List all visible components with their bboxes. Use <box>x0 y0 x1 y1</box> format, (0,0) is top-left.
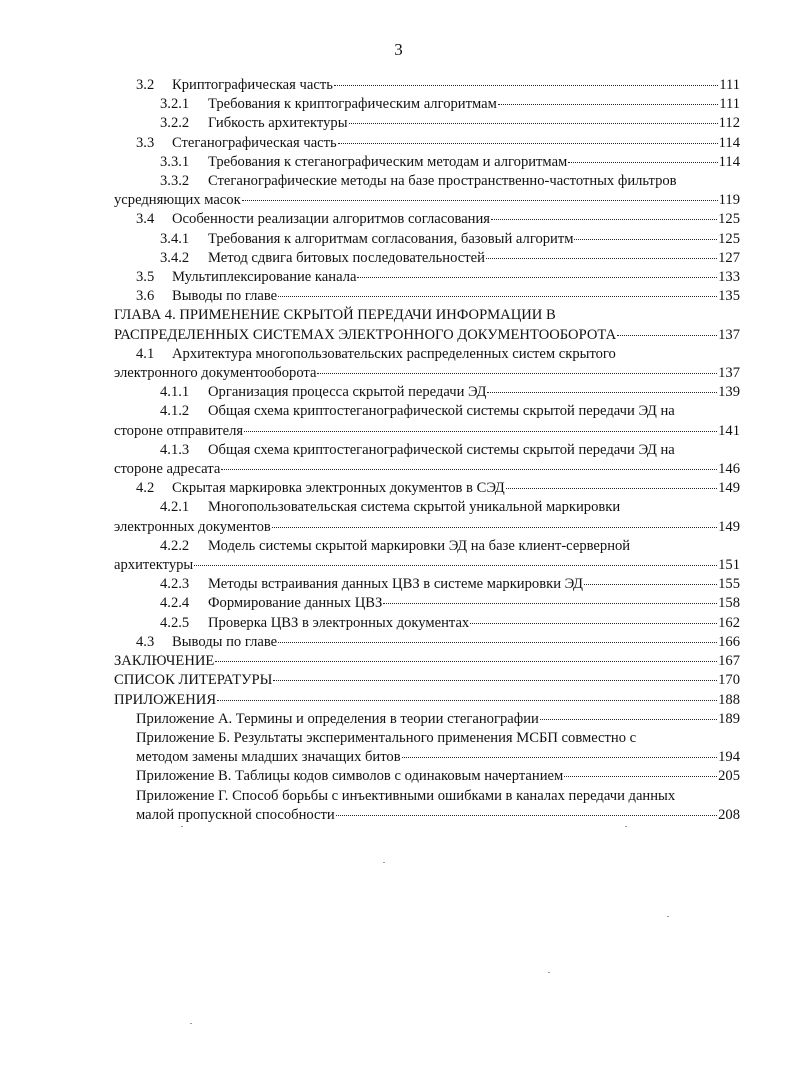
toc-entry-number: 4.2.2 <box>160 537 190 554</box>
toc-entry-page: 151 <box>718 557 740 574</box>
dot-leader <box>487 392 717 393</box>
toc-entry-title: Криптографическая часть <box>172 77 333 93</box>
toc-entry-title: Приложение В. Таблицы кодов символов с одинаковым начертанием <box>136 768 564 785</box>
toc-entry[interactable] <box>114 671 740 690</box>
toc-entry-number: 4.1.3 <box>160 441 190 458</box>
toc-entry[interactable] <box>114 230 740 249</box>
toc-entry-page: 158 <box>718 595 740 612</box>
toc-entry[interactable] <box>114 306 740 344</box>
toc-entry-page: 133 <box>718 269 740 286</box>
scan-speck <box>667 916 669 917</box>
toc-entry-number: 3.5 <box>136 269 155 286</box>
toc-entry-title-continued: методом замены младших значащих битов <box>136 749 401 766</box>
toc-entry-page: 149 <box>718 518 740 535</box>
toc-entry-title: Приложение А. Термины и определения в теории стеганографии <box>136 710 539 727</box>
toc-entry-number: 3.4.2 <box>160 249 190 266</box>
toc-entry[interactable] <box>114 153 740 172</box>
toc-entry[interactable] <box>114 383 740 402</box>
toc-entry-page: 137 <box>718 326 740 343</box>
dot-leader <box>584 584 717 585</box>
toc-entry[interactable] <box>114 729 740 767</box>
scan-speck <box>181 826 183 827</box>
toc-entry-title: ЗАКЛЮЧЕНИЕ <box>114 653 215 670</box>
toc-entry-title: Проверка ЦВЗ в электронных документах <box>208 614 470 631</box>
toc-entry-number: 4.2.4 <box>160 595 190 612</box>
dot-leader <box>486 258 717 259</box>
toc-entry[interactable] <box>114 441 740 479</box>
toc-entry-number: 4.1.2 <box>160 403 190 420</box>
dot-leader <box>194 565 717 566</box>
toc-entry-page: 111 <box>719 77 740 93</box>
toc-entry-title-continued: стороне адресата <box>114 461 221 478</box>
toc-entry-title: Особенности реализации алгоритмов согласования <box>172 211 491 228</box>
toc-entry-page: 166 <box>718 633 740 650</box>
toc-entry-page: 127 <box>718 249 740 266</box>
dot-leader <box>338 143 718 144</box>
dot-leader <box>506 488 717 489</box>
dot-leader <box>334 85 718 86</box>
dot-leader <box>244 431 717 432</box>
dot-leader <box>470 623 717 624</box>
toc-entry-title: Организация процесса скрытой передачи ЭД <box>208 384 487 401</box>
toc-entry-page: 114 <box>718 153 740 170</box>
toc-entry-number: 3.2 <box>136 77 155 93</box>
toc-entry-number: 4.3 <box>136 633 155 650</box>
toc-entry-page: 137 <box>718 365 740 382</box>
toc-entry-title: Модель системы скрытой маркировки ЭД на базе клиент-серверной <box>208 537 631 554</box>
toc-entry-number: 3.3.2 <box>160 173 190 190</box>
toc-entry-number: 3.3 <box>136 134 155 151</box>
dot-leader <box>574 239 717 240</box>
toc-entry-title: Стеганографические методы на базе пространственно-частотных фильтров <box>208 173 677 190</box>
toc-entry-title: Стеганографическая часть <box>172 134 337 151</box>
toc-entry-title: СПИСОК ЛИТЕРАТУРЫ <box>114 672 273 689</box>
toc-entry[interactable] <box>114 594 740 613</box>
toc-entry-title-continued: электронного документооборота <box>114 365 317 382</box>
toc-entry-page: 114 <box>718 134 740 151</box>
toc-entry-title: Архитектура многопользовательских распределенных систем скрытого <box>172 345 616 362</box>
dot-leader <box>278 296 717 297</box>
scan-speck <box>548 972 550 973</box>
dot-leader <box>568 162 717 163</box>
toc-entry-title: Формирование данных ЦВЗ <box>208 595 383 612</box>
scan-speck <box>383 862 385 863</box>
dot-leader <box>349 123 718 124</box>
toc-entry[interactable] <box>114 76 740 95</box>
toc-entry-title-continued: малой пропускной способности <box>136 806 335 823</box>
toc-entry-page: 205 <box>718 768 740 785</box>
toc-entry-title: Общая схема криптостеганографической системы скрытой передачи ЭД на <box>208 403 675 420</box>
dot-leader <box>617 335 717 336</box>
toc-entry-title: Общая схема криптостеганографической системы скрытой передачи ЭД на <box>208 441 675 458</box>
toc-entry[interactable] <box>114 345 740 383</box>
toc-entry[interactable] <box>114 498 740 536</box>
toc-entry-page: 141 <box>718 422 740 439</box>
toc-entry-number: 4.2.3 <box>160 576 190 593</box>
toc-entry[interactable] <box>114 614 740 633</box>
toc-entry-title-continued: РАСПРЕДЕЛЕННЫХ СИСТЕМАХ ЭЛЕКТРОННОГО ДОКУМЕНТООБОРОТА <box>114 326 617 343</box>
toc-entry[interactable] <box>114 402 740 440</box>
toc-entry-title: Требования к алгоритмам согласования, базовый алгоритм <box>208 230 574 247</box>
toc-entry-title: Требования к стеганографическим методам и алгоритмам <box>208 153 568 170</box>
toc-entry-number: 4.2.1 <box>160 499 190 516</box>
dot-leader <box>215 661 717 662</box>
toc-entry-page: 111 <box>719 96 740 113</box>
scan-speck <box>190 1023 192 1024</box>
toc-entry[interactable] <box>114 575 740 594</box>
toc-entry[interactable] <box>114 537 740 575</box>
dot-leader <box>540 719 717 720</box>
toc-entry-page: 194 <box>718 749 740 766</box>
toc-entry[interactable] <box>114 691 740 710</box>
toc-entry-number: 3.3.1 <box>160 153 190 170</box>
toc-entry-page: 125 <box>718 230 740 247</box>
toc-entry-page: 146 <box>718 461 740 478</box>
table-of-contents <box>114 76 740 825</box>
toc-entry-number: 4.2.5 <box>160 614 190 631</box>
toc-entry-title: Выводы по главе <box>172 288 278 305</box>
dot-leader <box>273 680 717 681</box>
toc-entry-number: 3.4.1 <box>160 230 190 247</box>
toc-entry[interactable] <box>114 787 740 825</box>
toc-entry[interactable] <box>114 249 740 268</box>
dot-leader <box>242 200 718 201</box>
toc-entry[interactable] <box>114 268 740 287</box>
toc-entry-page: 162 <box>718 614 740 631</box>
toc-entry-page: 170 <box>718 672 740 689</box>
toc-entry-page: 189 <box>718 710 740 727</box>
toc-entry-page: 125 <box>718 211 740 228</box>
toc-entry-page: 167 <box>718 653 740 670</box>
toc-entry-number: 4.1.1 <box>160 384 190 401</box>
toc-entry[interactable] <box>114 767 740 786</box>
toc-entry-number: 4.1 <box>136 345 155 362</box>
toc-entry-number: 3.6 <box>136 288 155 305</box>
page-number: 3 <box>394 40 403 59</box>
toc-entry-page: 135 <box>718 288 740 305</box>
toc-entry-title: Методы встраивания данных ЦВЗ в системе маркировки ЭД <box>208 576 584 593</box>
dot-leader <box>564 776 717 777</box>
toc-entry-title-continued: электронных документов <box>114 518 271 535</box>
toc-entry[interactable] <box>114 633 740 652</box>
toc-entry[interactable] <box>114 172 740 210</box>
dot-leader <box>336 815 717 816</box>
toc-entry-number: 3.4 <box>136 211 155 228</box>
toc-entry-page: 139 <box>718 384 740 401</box>
toc-entry-title: Мультиплексирование канала <box>172 269 357 286</box>
dot-leader <box>402 757 717 758</box>
toc-entry-page: 112 <box>718 115 740 132</box>
toc-entry-title: Гибкость архитектуры <box>208 115 348 132</box>
dot-leader <box>278 642 717 643</box>
dot-leader <box>491 219 717 220</box>
toc-entry-number: 3.2.2 <box>160 115 190 132</box>
toc-entry-title-continued: стороне отправителя <box>114 422 244 439</box>
dot-leader <box>221 469 717 470</box>
toc-entry[interactable] <box>114 95 740 114</box>
toc-entry[interactable] <box>114 210 740 229</box>
dot-leader <box>217 700 717 701</box>
scan-speck <box>625 826 627 827</box>
toc-entry[interactable] <box>114 479 740 498</box>
toc-entry-title: Выводы по главе <box>172 633 278 650</box>
toc-entry-title: Метод сдвига битовых последовательностей <box>208 249 485 266</box>
toc-entry-title: Приложение Г. Способ борьбы с инъективными ошибками в каналах передачи данных <box>136 787 676 804</box>
toc-entry-title: Требования к криптографическим алгоритмам <box>208 96 497 113</box>
dot-leader <box>272 527 717 528</box>
toc-entry-page: 155 <box>718 576 740 593</box>
dot-leader <box>357 277 717 278</box>
toc-entry-title-continued: усредняющих масок <box>114 192 241 209</box>
toc-entry-page: 149 <box>718 480 740 497</box>
toc-entry-number: 4.2 <box>136 480 155 497</box>
toc-entry-title: Скрытая маркировка электронных документов в СЭД <box>172 480 505 497</box>
toc-entry[interactable] <box>114 114 740 133</box>
toc-entry-title: ГЛАВА 4. ПРИМЕНЕНИЕ СКРЫТОЙ ПЕРЕДАЧИ ИНФОРМАЦИИ В <box>114 307 556 324</box>
dot-leader <box>383 603 717 604</box>
toc-entry-title-continued: архитектуры <box>114 557 194 574</box>
toc-entry-page: 208 <box>718 806 740 823</box>
toc-entry[interactable] <box>114 134 740 153</box>
toc-entry[interactable] <box>114 710 740 729</box>
dot-leader <box>498 104 718 105</box>
toc-entry-title: Приложение Б. Результаты экспериментального применения МСБП совместно с <box>136 729 637 746</box>
toc-entry[interactable] <box>114 287 740 306</box>
toc-entry-title: ПРИЛОЖЕНИЯ <box>114 691 217 708</box>
toc-entry-page: 119 <box>718 192 740 209</box>
toc-entry-number: 3.2.1 <box>160 96 190 113</box>
toc-entry-page: 188 <box>718 691 740 708</box>
toc-entry-title: Многопользовательская система скрытой уникальной маркировки <box>208 499 621 516</box>
dot-leader <box>317 373 717 374</box>
toc-entry[interactable] <box>114 652 740 671</box>
